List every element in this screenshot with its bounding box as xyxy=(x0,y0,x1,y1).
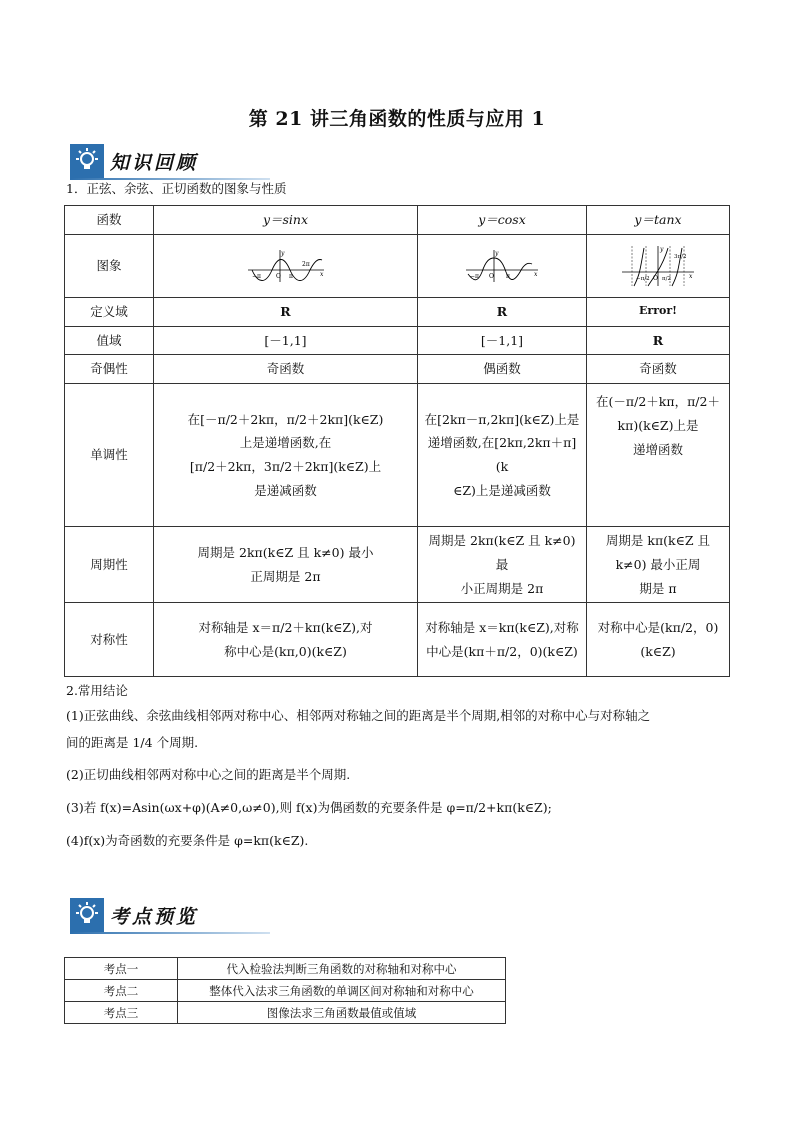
table-row xyxy=(65,527,730,603)
table-cell: 偶函数 xyxy=(418,355,587,384)
lightbulb-icon xyxy=(70,144,104,178)
table-cell xyxy=(587,384,730,527)
table-cell: 图像法求三角函数最值或值域 xyxy=(178,1002,506,1024)
graph-label: π xyxy=(288,272,293,280)
table-cell xyxy=(587,603,730,677)
table-row xyxy=(65,326,730,355)
graph-label: x xyxy=(689,272,693,280)
graph-label: 2π xyxy=(301,260,310,268)
row-label: 周期性 xyxy=(65,527,154,603)
table-header-row xyxy=(65,206,730,235)
table-cell xyxy=(418,527,587,603)
cos-graph xyxy=(418,234,587,297)
cell-line: 在[－π/2＋2kπ，π/2＋2kπ](k∈Z) xyxy=(187,411,384,427)
table-header: y＝tanx xyxy=(587,206,730,235)
row-label: 定义域 xyxy=(65,297,154,326)
cell-line: 周期是 2kπ(k∈Z 且 k≠0) 最小 xyxy=(197,544,374,560)
cell-line: 期是 π xyxy=(639,580,677,596)
intro-text: 1．正弦、余弦、正切函数的图象与性质 xyxy=(66,181,287,196)
table-cell: 代入检验法判断三角函数的对称轴和对称中心 xyxy=(178,958,506,980)
row-label: 对称性 xyxy=(65,603,154,677)
note-line: (1)正弦曲线、余弦曲线相邻两对称中心、相邻两对称轴之间的距离是半个周期,相邻的对称中心与对称轴之 xyxy=(66,707,651,723)
section-header-preview xyxy=(70,894,198,936)
row-label: 图象 xyxy=(65,234,154,297)
section-divider xyxy=(70,932,270,934)
graph-label: −π xyxy=(470,272,479,280)
cell-line: 对称轴是 x＝kπ(k∈Z),对称 xyxy=(425,620,579,635)
graph-label: y xyxy=(495,249,499,257)
graph-label: π xyxy=(506,272,510,280)
table-row xyxy=(65,234,730,297)
cell-line: 对称中心是(kπ/2，0)(k∈Z) xyxy=(597,620,719,659)
table-cell xyxy=(154,603,418,677)
section-divider xyxy=(70,178,270,180)
sin-graph xyxy=(154,234,418,297)
row-label: 值域 xyxy=(65,326,154,355)
cell-line: 称中心是(kπ,0)(k∈Z) xyxy=(224,643,347,659)
table-row xyxy=(65,297,730,326)
note-line: (3)若 f(x)=Asin(ωx+φ)(A≠0,ω≠0),则 f(x)为偶函数的充要条件是 φ=π/2+kπ(k∈Z); xyxy=(66,800,552,815)
row-label: 奇偶性 xyxy=(65,355,154,384)
cell-line: 上是递增函数,在 xyxy=(239,435,332,451)
cell-line: 周期是 kπ(k∈Z 且 k≠0) 最小正周 xyxy=(605,533,711,572)
table-cell: 奇函数 xyxy=(154,355,418,384)
table-cell: Error! xyxy=(587,297,730,326)
graph-label: π/2 xyxy=(662,275,671,282)
graph-label: 3π/2 xyxy=(674,253,687,260)
table-cell: [－1,1] xyxy=(418,326,587,355)
graph-label: O xyxy=(275,272,281,280)
table-cell xyxy=(154,527,418,603)
graph-label: y xyxy=(280,249,284,257)
table-header: y＝sinx xyxy=(154,206,418,235)
section-header-review xyxy=(70,140,198,182)
table-header: 函数 xyxy=(65,206,154,235)
table-cell: R xyxy=(418,297,587,326)
note-line: (4)f(x)为奇函数的充要条件是 φ=kπ(k∈Z). xyxy=(66,832,309,848)
graph-label: −π xyxy=(251,272,261,280)
cell-line: 在[2kπ－π,2kπ](k∈Z)上是 xyxy=(424,411,580,427)
table-row xyxy=(65,603,730,677)
cell-line: 递增函数,在[2kπ,2kπ＋π](k xyxy=(427,435,577,474)
table-cell: 考点二 xyxy=(65,980,178,1002)
cell-line: 中心是(kπ＋π/2，0)(k∈Z) xyxy=(426,643,578,659)
graph-label: y xyxy=(660,245,664,253)
cell-line: 小正周期是 2π xyxy=(460,580,544,596)
graph-label: x xyxy=(534,270,538,278)
table-row xyxy=(65,1002,506,1024)
lightbulb-icon xyxy=(70,898,104,932)
cell-line: 递增函数 xyxy=(632,441,683,457)
table-row xyxy=(65,980,506,1002)
table-cell xyxy=(418,603,587,677)
table-cell xyxy=(418,384,587,527)
table-cell: [－1,1] xyxy=(154,326,418,355)
table-cell: 考点一 xyxy=(65,958,178,980)
table-cell: 奇函数 xyxy=(587,355,730,384)
cell-line: ∈Z)上是递减函数 xyxy=(453,482,551,498)
exam-points-table xyxy=(64,957,506,1024)
table-row xyxy=(65,384,730,527)
graph-label: x xyxy=(319,270,323,278)
cell-line: 是递减函数 xyxy=(254,482,317,498)
table-header: y＝cosx xyxy=(418,206,587,235)
table-cell: R xyxy=(154,297,418,326)
graph-label: O xyxy=(489,272,494,280)
properties-table xyxy=(64,205,730,677)
table-cell: R xyxy=(587,326,730,355)
conclusions xyxy=(66,682,734,851)
note-line: (2)正切曲线相邻两对称中心之间的距离是半个周期. xyxy=(66,767,351,783)
table-cell xyxy=(587,527,730,603)
table-cell: 整体代入法求三角函数的单调区间对称轴和对称中心 xyxy=(178,980,506,1002)
graph-label: −π/2 xyxy=(636,275,650,282)
tan-graph xyxy=(587,234,730,297)
section-title: 考点预览 xyxy=(110,905,199,928)
table-row xyxy=(65,958,506,980)
subsection-title: 2.常用结论 xyxy=(66,683,128,698)
section-title: 知识回顾 xyxy=(110,151,199,174)
cell-line: 正周期是 2π xyxy=(250,568,321,584)
table-cell xyxy=(154,384,418,527)
cell-line: 周期是 2kπ(k∈Z 且 k≠0) 最 xyxy=(428,533,576,572)
table-cell: 考点三 xyxy=(65,1002,178,1024)
page-title: 第 21 讲三角函数的性质与应用 1 xyxy=(248,108,546,130)
table-row xyxy=(65,355,730,384)
cell-line: [π/2＋2kπ，3π/2＋2kπ](k∈Z)上 xyxy=(189,459,382,474)
cell-line: 对称轴是 x＝π/2＋kπ(k∈Z),对 xyxy=(198,620,373,635)
graph-label: O xyxy=(653,274,658,282)
row-label: 单调性 xyxy=(65,384,154,527)
cell-line: 在(－π/2＋kπ，π/2＋kπ)(k∈Z)上是 xyxy=(596,394,720,433)
note-line: 间的距离是 1/4 个周期. xyxy=(66,734,199,750)
